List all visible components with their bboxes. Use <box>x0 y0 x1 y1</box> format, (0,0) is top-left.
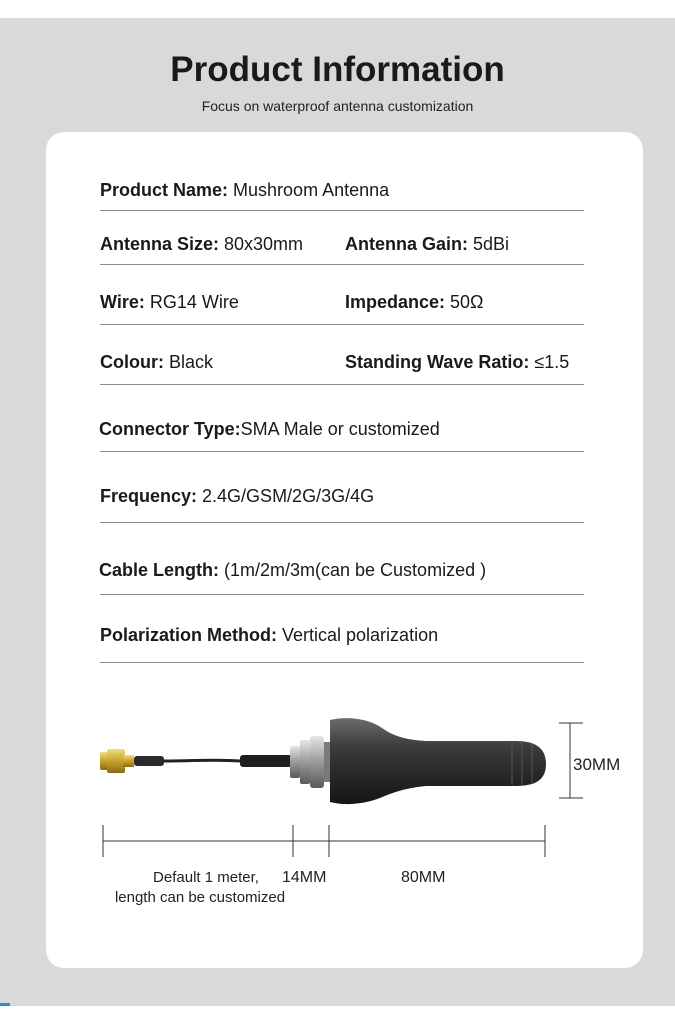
spec-label: Polarization Method: <box>100 625 277 645</box>
spec-value: Vertical polarization <box>277 625 439 645</box>
page-title: Product Information <box>170 50 505 89</box>
length-dimension <box>103 825 545 857</box>
spec-label: Antenna Size: <box>100 234 220 254</box>
spec-value: RG14 Wire <box>144 292 239 312</box>
spec-card <box>46 132 643 968</box>
spec-value: Black <box>163 352 214 372</box>
spec-label: Connector Type: <box>99 419 241 439</box>
spec-label: Product Name: <box>100 180 229 200</box>
spec-value: 5dBi <box>468 234 510 254</box>
spec-label: Impedance: <box>345 292 446 312</box>
spec-value: 80x30mm <box>219 234 304 254</box>
sma-connector-image <box>100 749 164 773</box>
spec-value: SMA Male or customized <box>240 419 440 439</box>
spec-value: (1m/2m/3m(can be Customized ) <box>219 560 487 580</box>
spec-label: Standing Wave Ratio: <box>345 352 530 372</box>
cable-image <box>164 755 292 767</box>
accent-mark <box>0 1003 10 1006</box>
spec-value: Mushroom Antenna <box>228 180 390 200</box>
body-length-label: 80MM <box>401 869 446 886</box>
spec-label: Cable Length: <box>99 560 219 580</box>
spec-value: ≤1.5 <box>529 352 570 372</box>
antenna-body-image <box>330 718 546 804</box>
mount-nut-image <box>290 736 330 788</box>
connector-length-label: 14MM <box>282 869 327 886</box>
cable-note-line2: length can be customized <box>114 889 286 906</box>
page-subtitle: Focus on waterproof antenna customization <box>201 98 474 114</box>
height-label: 30MM <box>573 755 621 774</box>
spec-label: Colour: <box>100 352 164 372</box>
spec-value: 50Ω <box>445 292 484 312</box>
spec-label: Wire: <box>100 292 145 312</box>
spec-value: 2.4G/GSM/2G/3G/4G <box>197 486 375 506</box>
spec-label: Frequency: <box>100 486 198 506</box>
cable-note-line1: Default 1 meter, <box>153 869 259 886</box>
spec-label: Antenna Gain: <box>345 234 469 254</box>
antenna-diagram <box>46 132 643 968</box>
